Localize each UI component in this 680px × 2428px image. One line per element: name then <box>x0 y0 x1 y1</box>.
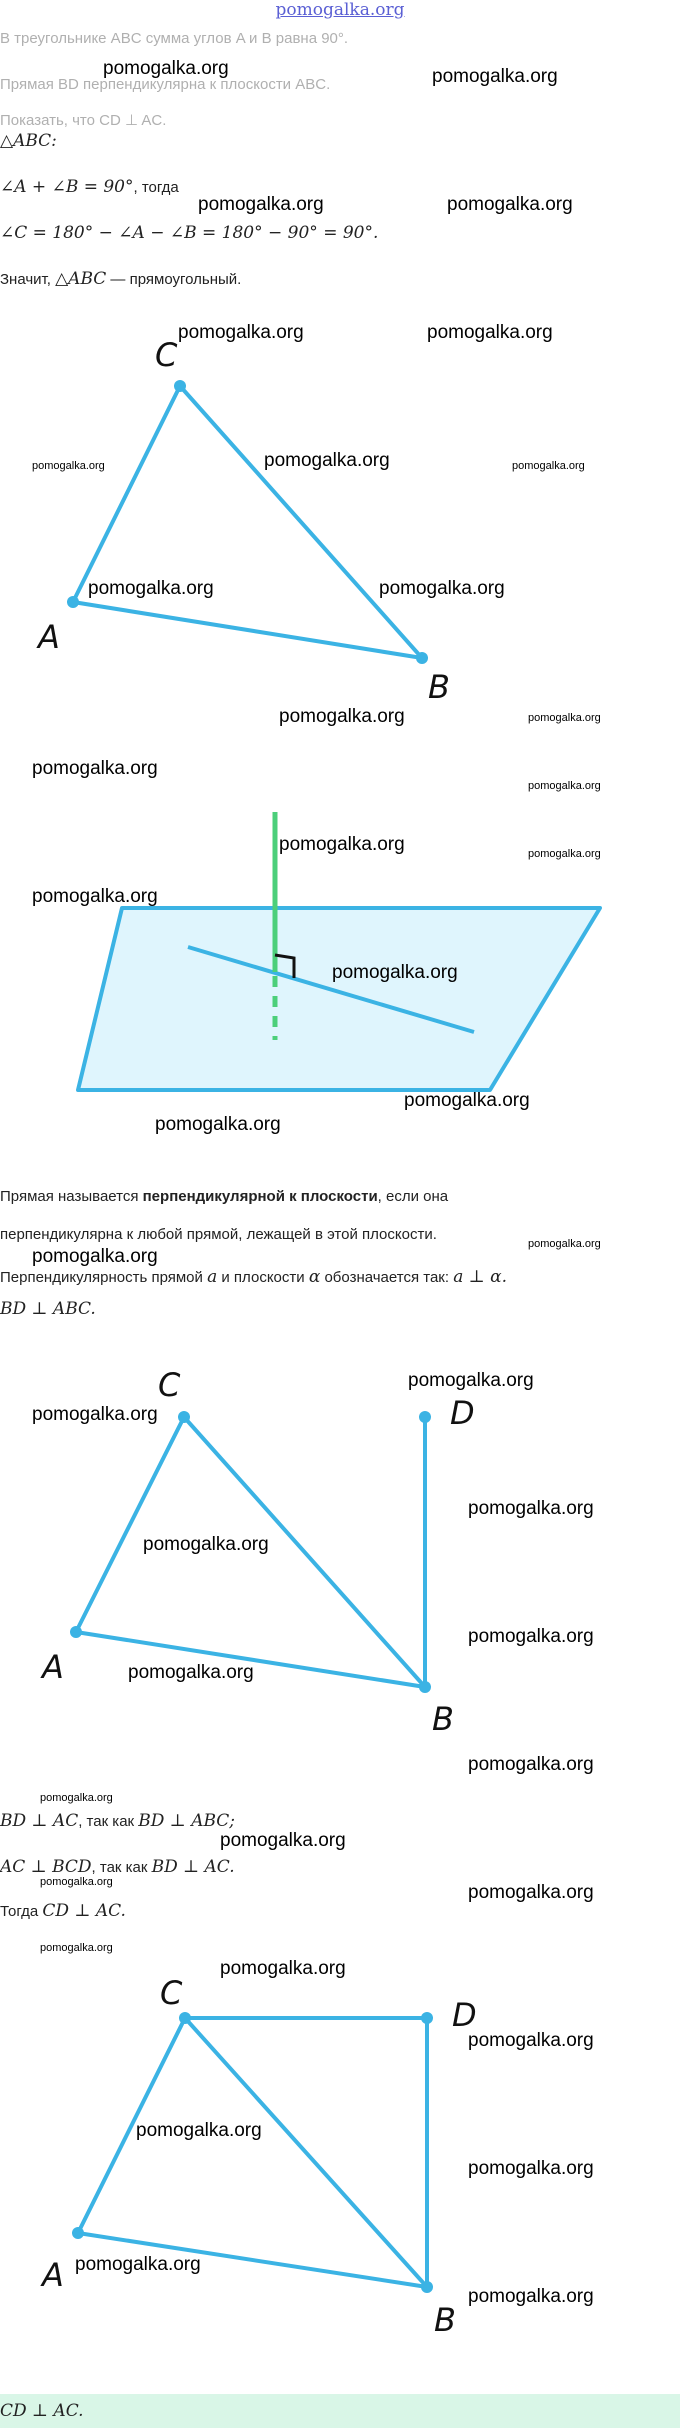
label-c-2: C <box>158 1366 181 1404</box>
watermark: pomogalka.org <box>332 962 458 983</box>
watermark: pomogalka.org <box>279 834 405 855</box>
problem-line-3: Показать, что CD ⊥ AC. <box>0 112 167 129</box>
label-a: A <box>38 618 60 656</box>
label-c-3: C <box>160 1974 183 2012</box>
watermark: pomogalka.org <box>32 460 105 472</box>
watermark: pomogalka.org <box>279 706 405 727</box>
watermark: pomogalka.org <box>143 1534 269 1555</box>
reason-line-1 <box>0 1810 235 1833</box>
reason-2-connector: , так как <box>91 1859 152 1876</box>
vertex-b-dot-2 <box>419 1681 431 1693</box>
vertex-c-dot <box>174 380 186 392</box>
reason-2-cause: BD ⊥ AC. <box>151 1857 235 1877</box>
watermark: pomogalka.org <box>432 66 558 87</box>
reason-3-lead: Тогда <box>0 1903 43 1920</box>
label-d-2: D <box>450 1394 475 1432</box>
vertex-a-dot-3 <box>72 2227 84 2239</box>
watermark: pomogalka.org <box>427 322 553 343</box>
watermark: pomogalka.org <box>379 578 505 599</box>
triangle-abc <box>73 386 422 658</box>
reason-line-3 <box>0 1900 126 1923</box>
vertex-d-dot-2 <box>419 1411 431 1423</box>
watermark: pomogalka.org <box>468 2030 594 2051</box>
reason-2-formula: AC ⊥ BCD <box>0 1857 92 1877</box>
notation-plane-symbol: α <box>308 1267 321 1287</box>
reason-line-2 <box>0 1856 235 1879</box>
vertex-c-dot-2 <box>178 1411 190 1423</box>
definition-line-2: перпендикулярна к любой прямой, лежащей в этой плоскости. <box>0 1226 437 1243</box>
reason-1-connector: , так как <box>78 1813 139 1830</box>
conclusion-lead: Значит, <box>0 271 56 288</box>
vertex-b-dot-3 <box>421 2281 433 2293</box>
watermark: pomogalka.org <box>468 2158 594 2179</box>
watermark: pomogalka.org <box>32 1246 158 1267</box>
reason-3-formula: CD ⊥ AC. <box>42 1901 126 1921</box>
definition-term: перпендикулярной к плоскости <box>142 1188 378 1205</box>
definition-lead: Прямая называется <box>0 1188 143 1205</box>
watermark: pomogalka.org <box>40 1942 113 1954</box>
watermark: pomogalka.org <box>40 1876 113 1888</box>
notation-mid: и плоскости <box>217 1269 309 1286</box>
watermark: pomogalka.org <box>528 712 601 724</box>
watermark: pomogalka.org <box>40 1792 113 1804</box>
conclusion-tail: — прямоугольный. <box>106 271 242 288</box>
site-title[interactable]: pomogalka.org <box>275 0 405 20</box>
label-b: B <box>428 668 450 700</box>
watermark: pomogalka.org <box>528 1238 601 1250</box>
watermark: pomogalka.org <box>155 1114 281 1135</box>
label-d-3: D <box>452 1996 477 2034</box>
label-b-2: B <box>432 1700 454 1738</box>
label-a-3: A <box>42 2256 64 2294</box>
angle-sum-tail: , тогда <box>133 179 179 196</box>
notation-formula: a ⊥ α. <box>453 1267 508 1287</box>
watermark: pomogalka.org <box>512 460 585 472</box>
definition-line-1 <box>0 1186 448 1208</box>
watermark: pomogalka.org <box>468 2286 594 2307</box>
vertex-c-dot-3 <box>179 2012 191 2024</box>
watermark: pomogalka.org <box>447 194 573 215</box>
problem-line-2: Прямая BD перпендикулярна к плоскости ABC. <box>0 76 331 93</box>
label-c: C <box>155 336 178 374</box>
notation-line <box>0 1266 507 1289</box>
notation-line-symbol: a <box>207 1267 218 1287</box>
watermark: pomogalka.org <box>75 2254 201 2275</box>
angle-c-formula: ∠C = 180° − ∠A − ∠B = 180° − 90° = 90°. <box>0 223 379 243</box>
label-b-3: B <box>434 2301 456 2339</box>
watermark: pomogalka.org <box>264 450 390 471</box>
notation-text: обозначается так: <box>320 1269 454 1286</box>
problem-line-1: В треугольнике ABC сумма углов A и B равна 90°. <box>0 30 349 47</box>
watermark: pomogalka.org <box>468 1626 594 1647</box>
watermark: pomogalka.org <box>178 322 304 343</box>
bd-perpendicular-statement: BD ⊥ ABC. <box>0 1299 96 1319</box>
watermark: pomogalka.org <box>32 758 158 779</box>
vertex-d-dot-3 <box>421 2012 433 2024</box>
watermark: pomogalka.org <box>32 886 158 907</box>
watermark: pomogalka.org <box>468 1498 594 1519</box>
answer-text: CD ⊥ AC. <box>0 2401 84 2421</box>
definition-tail: , если она <box>377 1188 449 1205</box>
vertex-a-dot-2 <box>70 1626 82 1638</box>
watermark: pomogalka.org <box>103 58 229 79</box>
reason-1-cause: BD ⊥ ABC; <box>138 1811 236 1831</box>
watermark: pomogalka.org <box>220 1830 346 1851</box>
watermark: pomogalka.org <box>468 1754 594 1775</box>
watermark: pomogalka.org <box>408 1370 534 1391</box>
watermark: pomogalka.org <box>468 1882 594 1903</box>
triangle-figure <box>0 320 680 700</box>
angle-sum-line <box>0 176 179 199</box>
angle-sum-formula: ∠A + ∠B = 90° <box>0 177 134 197</box>
reason-1-formula: BD ⊥ AC <box>0 1811 79 1831</box>
watermark: pomogalka.org <box>404 1090 530 1111</box>
triangle-abc-3 <box>78 2018 427 2287</box>
watermark: pomogalka.org <box>32 1404 158 1425</box>
watermark: pomogalka.org <box>128 1662 254 1683</box>
notation-lead: Перпендикулярность прямой <box>0 1269 208 1286</box>
watermark: pomogalka.org <box>136 2120 262 2141</box>
conclusion-triangle: △ABC <box>55 269 107 289</box>
plane-alpha <box>78 908 600 1090</box>
watermark: pomogalka.org <box>528 780 601 792</box>
vertex-a-dot <box>67 596 79 608</box>
watermark: pomogalka.org <box>528 848 601 860</box>
triangle-heading: △ABC: <box>0 131 57 151</box>
vertex-b-dot <box>416 652 428 664</box>
label-a-2: A <box>42 1648 64 1686</box>
watermark: pomogalka.org <box>220 1958 346 1979</box>
watermark: pomogalka.org <box>88 578 214 599</box>
answer-band <box>0 2394 680 2428</box>
watermark: pomogalka.org <box>198 194 324 215</box>
conclusion-line <box>0 268 241 291</box>
